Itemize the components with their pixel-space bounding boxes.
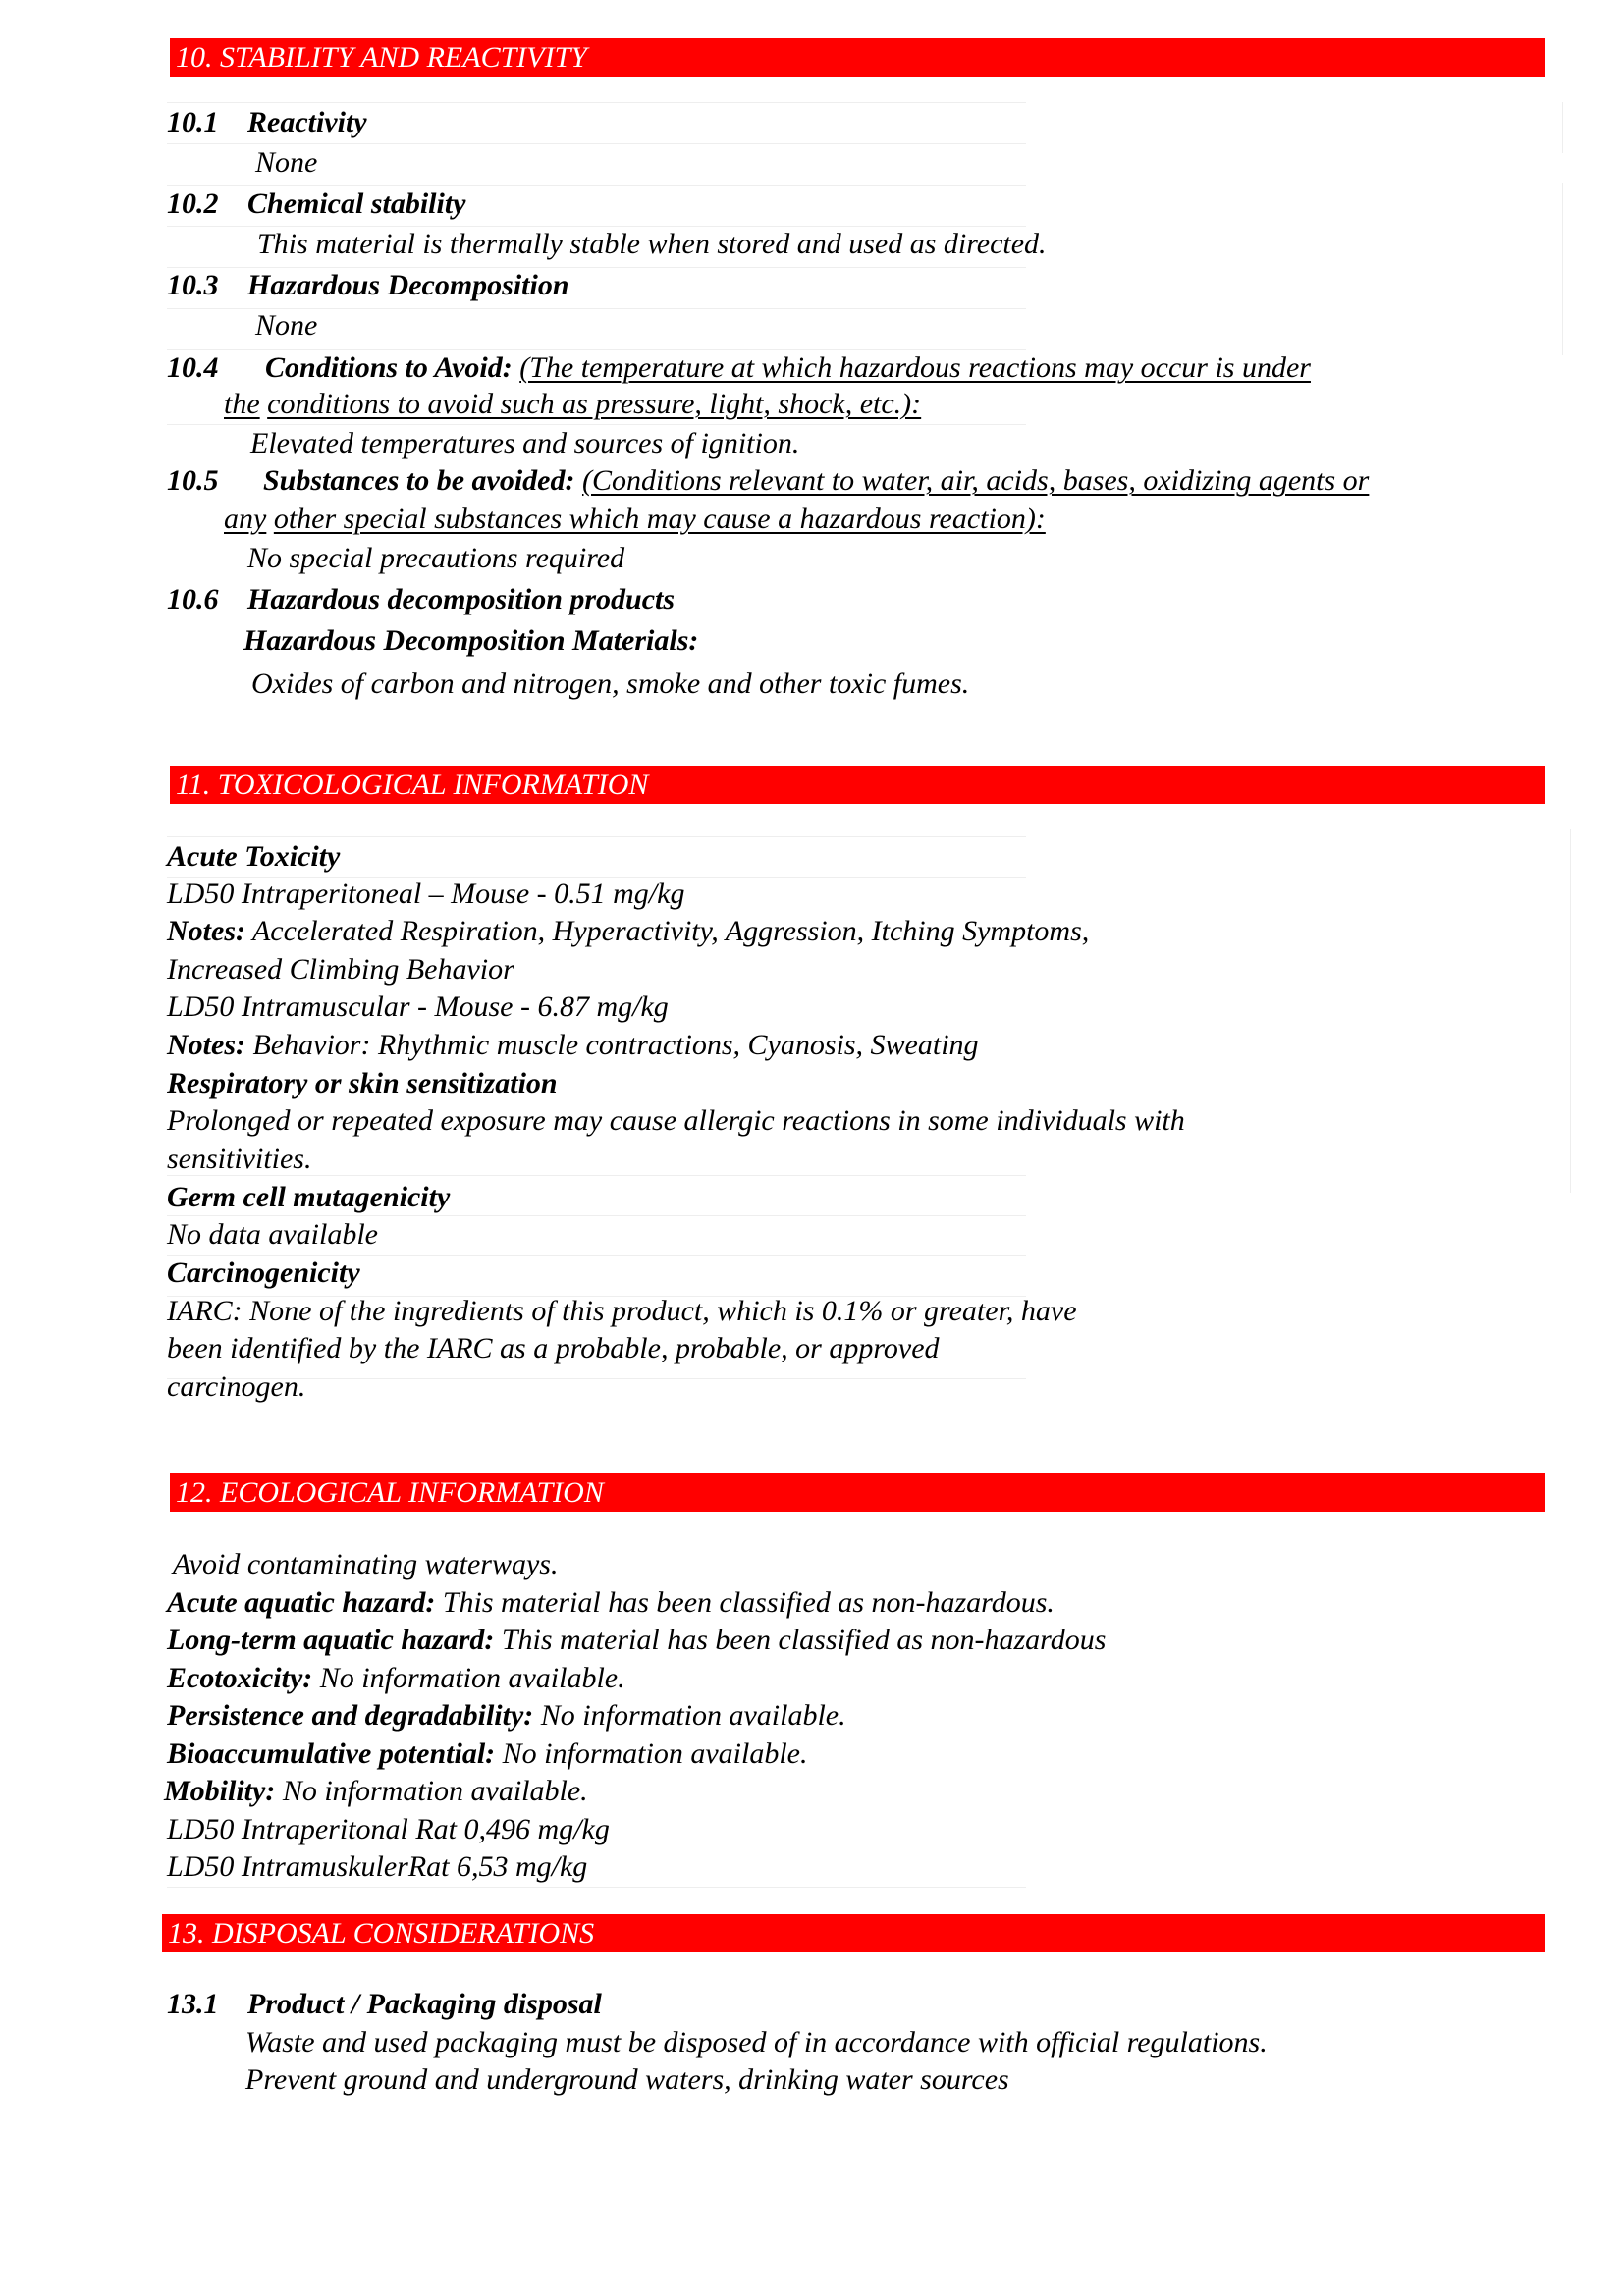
section-header-11: 11. TOXICOLOGICAL INFORMATION: [170, 766, 1545, 804]
ld50-intraperitonal-rat: LD50 Intraperitonal Rat 0,496 mg/kg: [167, 1813, 610, 1845]
table-rule: [1562, 183, 1563, 355]
germ-cell-heading: Germ cell mutagenicity: [167, 1181, 451, 1213]
carcinogenicity-text: IARC: None of the ingredients of this product, which is 0.1% or greater, have: [167, 1295, 1077, 1327]
item-note: other special substances which may cause a hazardous reaction):: [273, 503, 1046, 535]
ld50-intraperitoneal: LD50 Intraperitoneal – Mouse - 0.51 mg/kg: [167, 878, 685, 910]
section-header-12: 12. ECOLOGICAL INFORMATION: [170, 1473, 1545, 1512]
respiratory-text-continued: sensitivities.: [167, 1143, 312, 1175]
eco-value: This material has been classified as non-hazardous: [494, 1624, 1107, 1656]
eco-value: No information available.: [312, 1662, 625, 1694]
item-label: Reactivity: [247, 106, 367, 138]
item-label: Hazardous Decomposition: [247, 269, 569, 301]
notes-2: [167, 1029, 979, 1062]
ld50-intramuskuler-rat: LD50 IntramuskulerRat 6,53 mg/kg: [167, 1850, 588, 1883]
acute-toxicity-heading: Acute Toxicity: [167, 840, 341, 873]
item-10-6: [167, 583, 675, 616]
eco-label: Ecotoxicity:: [167, 1662, 313, 1694]
item-note: (The temperature at which hazardous reactions may occur is under: [519, 351, 1311, 384]
table-rule: [167, 349, 1026, 350]
item-sublabel: Hazardous Decomposition Materials:: [243, 624, 699, 657]
item-10-2: [167, 187, 466, 221]
table-rule: [167, 836, 1026, 837]
item-label: Hazardous decomposition products: [247, 583, 676, 615]
germ-cell-text: No data available: [167, 1218, 378, 1251]
item-number: 10.3: [167, 269, 219, 301]
table-rule: [1570, 829, 1571, 1193]
respiratory-heading: Respiratory or skin sensitization: [167, 1067, 558, 1099]
item-13-1: [167, 1988, 602, 2021]
carcinogenicity-text-continued: been identified by the IARC as a probable, probable, or approved: [167, 1332, 940, 1364]
item-number: 10.1: [167, 106, 219, 138]
table-rule: [167, 226, 1026, 227]
notes-text: Accelerated Respiration, Hyperactivity, Aggression, Itching Symptoms,: [244, 915, 1090, 947]
section-header-13: 13. DISPOSAL CONSIDERATIONS: [162, 1914, 1545, 1952]
eco-row: [167, 1586, 1055, 1620]
eco-value: No information available.: [495, 1737, 808, 1770]
notes-text: Behavior: Rhythmic muscle contractions, Cyanosis, Sweating: [244, 1029, 979, 1061]
item-text: Elevated temperatures and sources of ignition.: [250, 427, 800, 459]
item-number: 10.5: [167, 464, 219, 497]
table-rule: [1562, 102, 1563, 153]
eco-label: Persistence and degradability:: [167, 1699, 534, 1732]
eco-row: [167, 1662, 625, 1695]
eco-value: This material has been classified as non-hazardous.: [435, 1586, 1055, 1619]
item-label: Product / Packaging disposal: [247, 1988, 602, 2020]
table-rule: [167, 143, 1026, 144]
item-label: Substances to be avoided:: [263, 464, 575, 497]
item-note-word: the: [224, 388, 260, 420]
item-number: 10.2: [167, 187, 219, 220]
eco-row: [167, 1737, 807, 1771]
eco-row: [164, 1775, 588, 1808]
eco-row: [167, 1699, 846, 1733]
item-text: Oxides of carbon and nitrogen, smoke and other toxic fumes.: [251, 667, 970, 700]
item-10-4: [167, 351, 1311, 385]
notes-1: [167, 915, 1089, 948]
section-header-10: 10. STABILITY AND REACTIVITY: [170, 38, 1545, 77]
respiratory-text: Prolonged or repeated exposure may cause allergic reactions in some individuals with: [167, 1104, 1185, 1137]
item-label: Chemical stability: [247, 187, 466, 220]
item-number: 10.6: [167, 583, 219, 615]
item-note: conditions to avoid such as pressure, light, shock, etc.):: [267, 388, 922, 420]
item-number: 13.1: [167, 1988, 219, 2020]
item-10-3: [167, 269, 569, 302]
disposal-text: Waste and used packaging must be disposed of in accordance with official regulations.: [245, 2026, 1268, 2058]
carcinogenicity-text-continued: carcinogen.: [167, 1370, 306, 1403]
item-note-continued: [224, 388, 921, 421]
eco-label: Mobility:: [164, 1775, 276, 1807]
item-label: Conditions to Avoid:: [265, 351, 513, 384]
item-text: None: [255, 146, 318, 179]
item-note-continued: [224, 503, 1046, 536]
notes-label: Notes:: [167, 915, 245, 947]
notes-1-continued: Increased Climbing Behavior: [167, 953, 514, 986]
item-text: No special precautions required: [247, 542, 625, 574]
item-number: 10.4: [167, 351, 219, 384]
item-10-1: [167, 106, 367, 139]
eco-label: Acute aquatic hazard:: [167, 1586, 436, 1619]
table-rule: [167, 267, 1026, 268]
item-note: (Conditions relevant to water, air, acids, bases, oxidizing agents or: [581, 464, 1370, 497]
item-10-5: [167, 464, 1369, 498]
table-rule: [167, 102, 1026, 103]
table-rule: [167, 185, 1026, 186]
eco-label: Bioaccumulative potential:: [167, 1737, 496, 1770]
item-note-word: any: [224, 503, 267, 535]
item-text: None: [255, 309, 318, 342]
eco-intro: Avoid contaminating waterways.: [173, 1548, 559, 1580]
eco-label: Long-term aquatic hazard:: [167, 1624, 495, 1656]
item-text: This material is thermally stable when stored and used as directed.: [257, 228, 1047, 260]
table-rule: [167, 1887, 1026, 1888]
eco-row: [167, 1624, 1106, 1657]
eco-value: No information available.: [275, 1775, 588, 1807]
table-rule: [167, 424, 1026, 425]
ld50-intramuscular: LD50 Intramuscular - Mouse - 6.87 mg/kg: [167, 990, 669, 1023]
table-rule: [167, 1215, 1026, 1216]
disposal-text-continued: Prevent ground and underground waters, drinking water sources: [245, 2063, 1009, 2096]
notes-label: Notes:: [167, 1029, 245, 1061]
carcinogenicity-heading: Carcinogenicity: [167, 1256, 360, 1289]
eco-value: No information available.: [533, 1699, 846, 1732]
